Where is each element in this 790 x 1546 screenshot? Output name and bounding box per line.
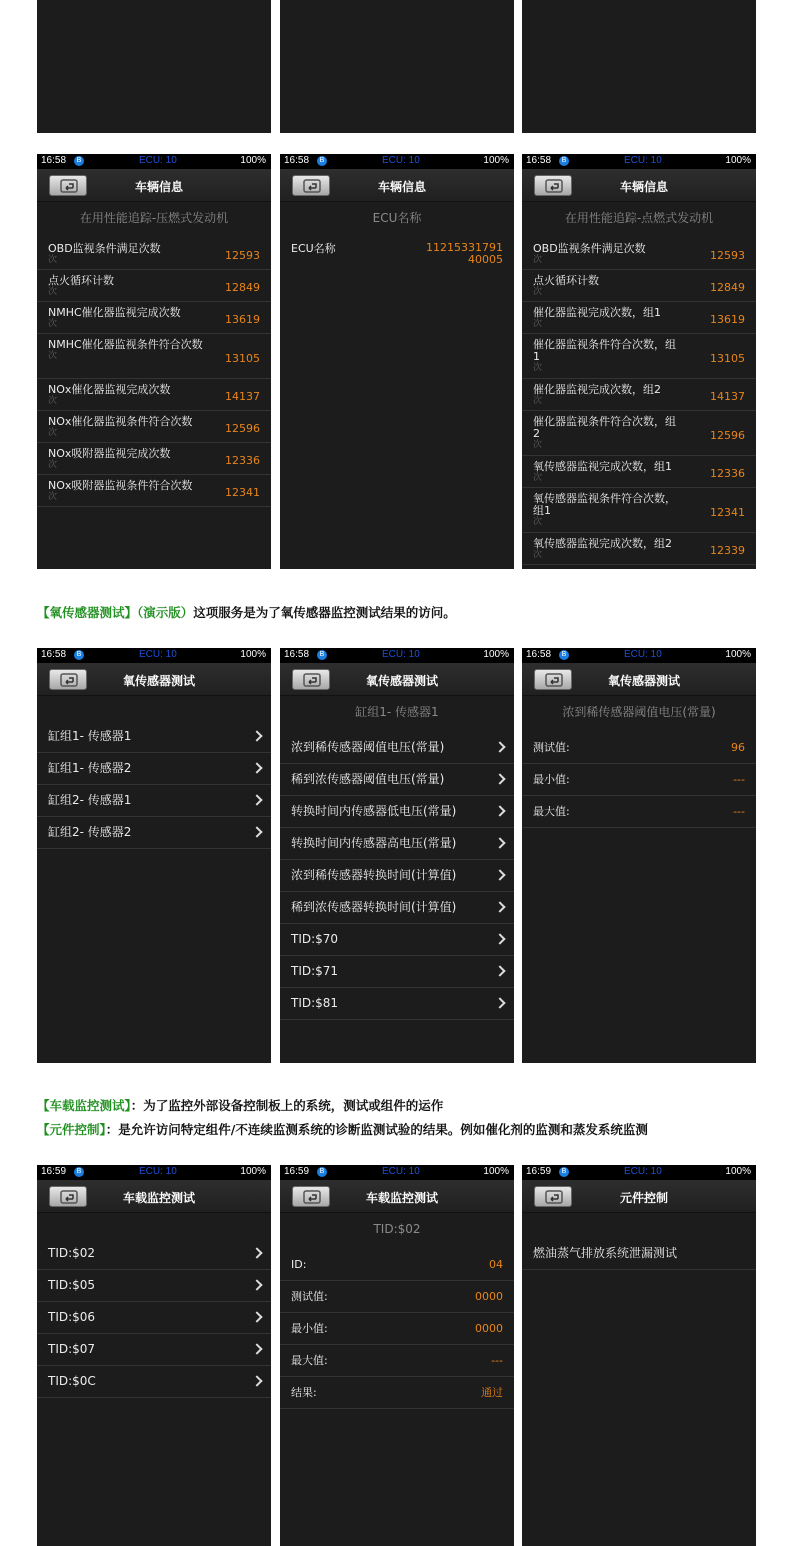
screen-title: 元件控制: [619, 1191, 668, 1205]
status-battery: 100%: [240, 1166, 266, 1177]
back-arrow-icon: [545, 1190, 563, 1204]
menu-item-label: 稀到浓传感器转换时间(计算值): [291, 900, 457, 914]
chevron-right-icon: [251, 794, 262, 805]
info-label-text: 氧传感器监视条件符合次数，组1: [533, 492, 676, 517]
info-label-text: NMHC催化器监视完成次数: [48, 306, 181, 319]
info-label: [48, 307, 203, 329]
menu-item[interactable]: [280, 764, 514, 796]
chevron-right-icon: [251, 826, 262, 837]
status-bar: [280, 154, 514, 169]
info-label-text: NOx催化器监视条件符合次数: [48, 415, 193, 428]
info-label-text: 催化器监视条件符合次数，组2: [533, 415, 676, 440]
info-value: 13105: [225, 351, 260, 365]
status-time: 16:59: [41, 1166, 67, 1177]
info-label: [533, 461, 678, 483]
bluetooth-icon: B: [74, 650, 84, 660]
status-battery: 100%: [483, 1166, 509, 1177]
menu-item[interactable]: [37, 1302, 271, 1334]
menu-item-label: TID:$07: [48, 1342, 96, 1356]
info-unit: 次: [48, 287, 58, 297]
back-button[interactable]: [534, 1186, 572, 1207]
status-bar: [522, 648, 756, 663]
menu-item[interactable]: [280, 796, 514, 828]
screen-title: 车辆信息: [619, 180, 668, 194]
chevron-right-icon: [251, 1343, 262, 1354]
caption-component-control: [37, 1120, 648, 1138]
section-subtitle: 浓到稀传感器阈值电压(常量): [562, 705, 716, 719]
result-label: 最大值:: [533, 805, 570, 818]
chevron-right-icon: [251, 1311, 262, 1322]
menu-item-label: 缸组1- 传感器1: [48, 729, 132, 743]
chevron-right-icon: [494, 933, 505, 944]
caption-onboard-test: [37, 1096, 443, 1114]
back-arrow-icon: [303, 1190, 321, 1204]
info-value: [426, 242, 503, 266]
menu-item-label: 转换时间内传感器高电压(常量): [291, 836, 457, 850]
info-value: 12593: [710, 249, 745, 262]
info-label: [533, 339, 678, 373]
info-unit: 次: [533, 473, 543, 483]
menu-item[interactable]: [280, 924, 514, 956]
info-row: [522, 238, 756, 270]
result-label: 最小值:: [533, 773, 570, 786]
info-row: [522, 411, 756, 456]
info-row: [37, 475, 271, 507]
info-value: 13105: [710, 351, 745, 365]
chevron-right-icon: [494, 773, 505, 784]
section-subtitle: TID:$02: [373, 1222, 421, 1236]
result-label: 最大值:: [291, 1354, 328, 1367]
menu-item[interactable]: [37, 1238, 271, 1270]
info-label: [48, 480, 203, 502]
info-label: [533, 384, 678, 406]
caption-component-desc: ：是允许访问特定组件/不连续监测系统的诊断监测试验的结果。例如催化剂的监测和蒸发系统监测: [105, 1122, 648, 1137]
title-bar: [522, 663, 756, 696]
chevron-right-icon: [494, 741, 505, 752]
screen-top-left: [37, 0, 271, 133]
info-value: 12596: [710, 428, 745, 442]
info-row: [522, 456, 756, 488]
info-row: [37, 270, 271, 302]
info-label-text: 点火循环计数: [48, 274, 114, 287]
info-value: 12849: [225, 281, 260, 294]
status-bar: [280, 648, 514, 663]
chevron-right-icon: [251, 1247, 262, 1258]
result-label: ID:: [291, 1258, 307, 1271]
info-label: [533, 538, 678, 560]
chevron-right-icon: [494, 965, 505, 976]
status-ecu: ECU: 10: [382, 649, 420, 660]
info-label: [533, 416, 678, 450]
result-value: 04: [489, 1258, 503, 1271]
info-row: [37, 334, 271, 379]
back-button[interactable]: [534, 669, 572, 690]
info-unit: 次: [533, 550, 543, 560]
info-label-text: 催化器监视完成次数，组2: [533, 383, 661, 396]
info-row: [522, 488, 756, 533]
chevron-right-icon: [251, 1279, 262, 1290]
menu-item-label: TID:$71: [291, 964, 339, 978]
bluetooth-icon: B: [317, 1167, 327, 1177]
info-unit: 次: [533, 396, 543, 406]
caption-o2-test: [37, 603, 456, 621]
menu-item-label: 缸组2- 传感器2: [48, 825, 132, 839]
chevron-right-icon: [494, 869, 505, 880]
back-button[interactable]: [49, 1186, 87, 1207]
screen-title: 车载监控测试: [365, 1191, 438, 1205]
info-value: 12341: [225, 486, 260, 499]
back-button[interactable]: [49, 175, 87, 196]
chevron-right-icon: [494, 837, 505, 848]
menu-item[interactable]: [37, 1334, 271, 1366]
screen-top-middle: [280, 0, 514, 133]
info-label: [48, 416, 203, 438]
info-label: [533, 243, 678, 265]
status-battery: 100%: [725, 1166, 751, 1177]
menu-item-label: 缸组1- 传感器2: [48, 761, 132, 775]
info-row: [280, 238, 514, 270]
title-bar: [280, 169, 514, 202]
back-arrow-icon: [60, 179, 78, 193]
back-arrow-icon: [303, 179, 321, 193]
chevron-right-icon: [494, 997, 505, 1008]
info-unit: 次: [48, 428, 58, 438]
status-time: 16:59: [284, 1166, 310, 1177]
info-label: [48, 339, 203, 361]
section-subtitle: 在用性能追踪-点燃式发动机: [564, 211, 714, 225]
screen-onboard-tid-result: [280, 1165, 514, 1546]
title-bar: [522, 169, 756, 202]
menu-item[interactable]: [280, 988, 514, 1020]
bluetooth-icon: B: [74, 1167, 84, 1177]
info-unit: 次: [533, 255, 543, 265]
screen-vehicle-info-compression: [37, 154, 271, 569]
result-label: 结果:: [291, 1386, 317, 1399]
menu-item[interactable]: [37, 1270, 271, 1302]
status-time: 16:58: [41, 155, 67, 166]
screen-title: 车辆信息: [377, 180, 426, 194]
bluetooth-icon: B: [317, 650, 327, 660]
info-label-text: 氧传感器监视完成次数，组1: [533, 460, 672, 473]
screen-component-control: [522, 1165, 756, 1546]
info-label-text: OBD监视条件满足次数: [48, 242, 161, 255]
back-button[interactable]: [292, 175, 330, 196]
menu-item-label: TID:$81: [291, 996, 339, 1010]
info-unit: 次: [533, 363, 543, 373]
menu-item[interactable]: [280, 732, 514, 764]
menu-item[interactable]: [37, 1366, 271, 1398]
status-ecu: ECU: 10: [139, 155, 177, 166]
screen-title: 氧传感器测试: [122, 674, 195, 688]
info-row: [37, 379, 271, 411]
bluetooth-icon: B: [317, 156, 327, 166]
bluetooth-icon: B: [559, 1167, 569, 1177]
info-label: [533, 493, 678, 527]
screen-top-right: [522, 0, 756, 133]
menu-item[interactable]: [37, 721, 271, 753]
result-row: [522, 764, 756, 796]
status-ecu: ECU: 10: [139, 649, 177, 660]
info-unit: 次: [48, 492, 58, 502]
info-label: [48, 384, 203, 406]
chevron-right-icon: [494, 805, 505, 816]
status-time: 16:59: [526, 1166, 552, 1177]
status-bar: [37, 648, 271, 663]
back-button[interactable]: [49, 669, 87, 690]
menu-item[interactable]: [37, 753, 271, 785]
info-row: [37, 443, 271, 475]
menu-item-label: TID:$02: [48, 1246, 96, 1260]
info-label-text: 催化器监视完成次数，组1: [533, 306, 661, 319]
result-value: 0000: [475, 1290, 503, 1303]
info-value: 12339: [710, 544, 745, 557]
info-unit: 次: [48, 460, 58, 470]
info-label-text: NMHC催化器监视条件符合次数: [48, 338, 203, 351]
menu-item[interactable]: [37, 785, 271, 817]
info-label-text: NOx吸附器监视完成次数: [48, 447, 171, 460]
caption-o2-tag: 【氧传感器测试】（演示版）: [37, 605, 194, 620]
caption-o2-desc: 这项服务是为了氧传感器监控测试结果的访问。: [193, 605, 456, 620]
status-battery: 100%: [483, 155, 509, 166]
menu-item-label: 浓到稀传感器转换时间(计算值): [291, 868, 457, 882]
menu-item-label: TID:$70: [291, 932, 339, 946]
result-label: 测试值:: [291, 1290, 328, 1303]
info-value: 13619: [225, 313, 260, 326]
info-value: 12849: [710, 281, 745, 294]
status-bar: [280, 1165, 514, 1180]
menu-item[interactable]: [280, 828, 514, 860]
info-unit: 次: [533, 319, 543, 329]
result-row: [280, 1313, 514, 1345]
chevron-right-icon: [494, 901, 505, 912]
back-arrow-icon: [545, 673, 563, 687]
back-button[interactable]: [292, 669, 330, 690]
status-time: 16:58: [41, 649, 67, 660]
info-row: [522, 379, 756, 411]
screen-title: 氧传感器测试: [607, 674, 680, 688]
menu-item-label: 转换时间内传感器低电压(常量): [291, 804, 457, 818]
menu-item-label: 燃油蒸气排放系统泄漏测试: [533, 1246, 678, 1260]
info-value: 12596: [225, 422, 260, 435]
status-bar: [522, 1165, 756, 1180]
status-bar: [522, 154, 756, 169]
menu-item[interactable]: [37, 817, 271, 849]
info-value: 13619: [710, 313, 745, 326]
status-time: 16:58: [284, 649, 310, 660]
info-unit: 次: [48, 255, 58, 265]
info-unit: 次: [48, 396, 58, 406]
info-value-line2: 40005: [468, 253, 503, 266]
screen-title: 氧传感器测试: [365, 674, 438, 688]
bluetooth-icon: B: [559, 156, 569, 166]
result-value: ---: [733, 773, 745, 786]
menu-item-label: TID:$05: [48, 1278, 96, 1292]
menu-item-label: TID:$06: [48, 1310, 96, 1324]
result-value: 0000: [475, 1322, 503, 1335]
info-unit: 次: [533, 440, 543, 450]
info-row: [522, 270, 756, 302]
screen-o2-sensor-result: [522, 648, 756, 1063]
section-subtitle: ECU名称: [372, 211, 422, 225]
title-bar: [280, 663, 514, 696]
screen-vehicle-info-ecu-name: [280, 154, 514, 569]
title-bar: [37, 663, 271, 696]
info-label-text: OBD监视条件满足次数: [533, 242, 646, 255]
screen-o2-sensor-tests: [280, 648, 514, 1063]
info-value: 14137: [710, 390, 745, 403]
info-label: [533, 307, 678, 329]
info-label-text: 催化器监视条件符合次数，组1: [533, 338, 676, 363]
info-row: [522, 334, 756, 379]
screen-o2-sensor-list: [37, 648, 271, 1063]
menu-item-label: TID:$0C: [48, 1374, 96, 1388]
chevron-right-icon: [251, 762, 262, 773]
result-row: [280, 1345, 514, 1377]
status-bar: [37, 154, 271, 169]
info-value: 12341: [710, 505, 745, 519]
status-ecu: ECU: 10: [624, 1166, 662, 1177]
info-label-text: NOx催化器监视完成次数: [48, 383, 171, 396]
result-value: ---: [733, 805, 745, 818]
info-label: [533, 275, 678, 297]
menu-item[interactable]: [280, 860, 514, 892]
info-row: [37, 238, 271, 270]
info-value: 12336: [710, 467, 745, 480]
info-label: [48, 243, 203, 265]
info-value: 14137: [225, 390, 260, 403]
info-label: [48, 448, 203, 470]
bluetooth-icon: B: [559, 650, 569, 660]
result-value: ---: [491, 1354, 503, 1367]
menu-item-label: 缸组2- 传感器1: [48, 793, 132, 807]
result-label: 测试值:: [533, 741, 570, 754]
status-battery: 100%: [483, 649, 509, 660]
info-value-line1: 11215331791: [426, 241, 503, 254]
info-label: [48, 275, 203, 297]
menu-item-label: 稀到浓传感器阈值电压(常量): [291, 772, 445, 786]
status-bar: [37, 1165, 271, 1180]
info-unit: 次: [533, 287, 543, 297]
result-value: 通过: [481, 1386, 503, 1399]
title-bar: [37, 1180, 271, 1213]
result-row: [280, 1377, 514, 1409]
info-row: [37, 411, 271, 443]
info-label-text: 氧传感器监视完成次数，组2: [533, 537, 672, 550]
title-bar: [522, 1180, 756, 1213]
result-row: [280, 1249, 514, 1281]
result-value: 96: [731, 741, 745, 754]
status-ecu: ECU: 10: [624, 649, 662, 660]
status-time: 16:58: [526, 155, 552, 166]
status-ecu: ECU: 10: [382, 1166, 420, 1177]
screen-onboard-tid-list: [37, 1165, 271, 1546]
info-label-text: NOx吸附器监视条件符合次数: [48, 479, 193, 492]
caption-onboard-tag: 【车载监控测试】: [37, 1098, 131, 1113]
back-button[interactable]: [292, 1186, 330, 1207]
back-arrow-icon: [303, 673, 321, 687]
info-label: ECU名称: [291, 242, 336, 255]
info-unit: 次: [48, 319, 58, 329]
screen-title: 车辆信息: [134, 180, 183, 194]
info-value: 12593: [225, 249, 260, 262]
info-unit: 次: [533, 517, 543, 527]
status-battery: 100%: [725, 649, 751, 660]
status-ecu: ECU: 10: [139, 1166, 177, 1177]
back-button[interactable]: [534, 175, 572, 196]
caption-onboard-desc: ：为了监控外部设备控制板上的系统，测试或组件的运作: [130, 1098, 444, 1113]
result-row: [522, 732, 756, 764]
chevron-right-icon: [251, 730, 262, 741]
menu-item-label: 浓到稀传感器阈值电压(常量): [291, 740, 445, 754]
status-ecu: ECU: 10: [624, 155, 662, 166]
title-bar: [37, 169, 271, 202]
info-row: [522, 302, 756, 334]
chevron-right-icon: [251, 1375, 262, 1386]
info-row: [522, 533, 756, 565]
status-battery: 100%: [240, 649, 266, 660]
result-label: 最小值:: [291, 1322, 328, 1335]
info-label-text: 点火循环计数: [533, 274, 599, 287]
info-value: 12336: [225, 454, 260, 467]
status-battery: 100%: [725, 155, 751, 166]
info-row: [37, 302, 271, 334]
back-arrow-icon: [545, 179, 563, 193]
status-time: 16:58: [526, 649, 552, 660]
bluetooth-icon: B: [74, 156, 84, 166]
menu-item[interactable]: [280, 892, 514, 924]
title-bar: [280, 1180, 514, 1213]
menu-item[interactable]: [522, 1238, 756, 1270]
status-battery: 100%: [240, 155, 266, 166]
status-ecu: ECU: 10: [382, 155, 420, 166]
result-row: [522, 796, 756, 828]
caption-component-tag: 【元件控制】: [37, 1122, 106, 1137]
section-subtitle: 在用性能追踪-压燃式发动机: [79, 211, 229, 225]
screen-vehicle-info-spark: [522, 154, 756, 569]
back-arrow-icon: [60, 1190, 78, 1204]
screen-title: 车载监控测试: [122, 1191, 195, 1205]
back-arrow-icon: [60, 673, 78, 687]
menu-item[interactable]: [280, 956, 514, 988]
section-subtitle: 缸组1- 传感器1: [355, 705, 439, 719]
info-unit: 次: [48, 351, 58, 361]
status-time: 16:58: [284, 155, 310, 166]
result-row: [280, 1281, 514, 1313]
